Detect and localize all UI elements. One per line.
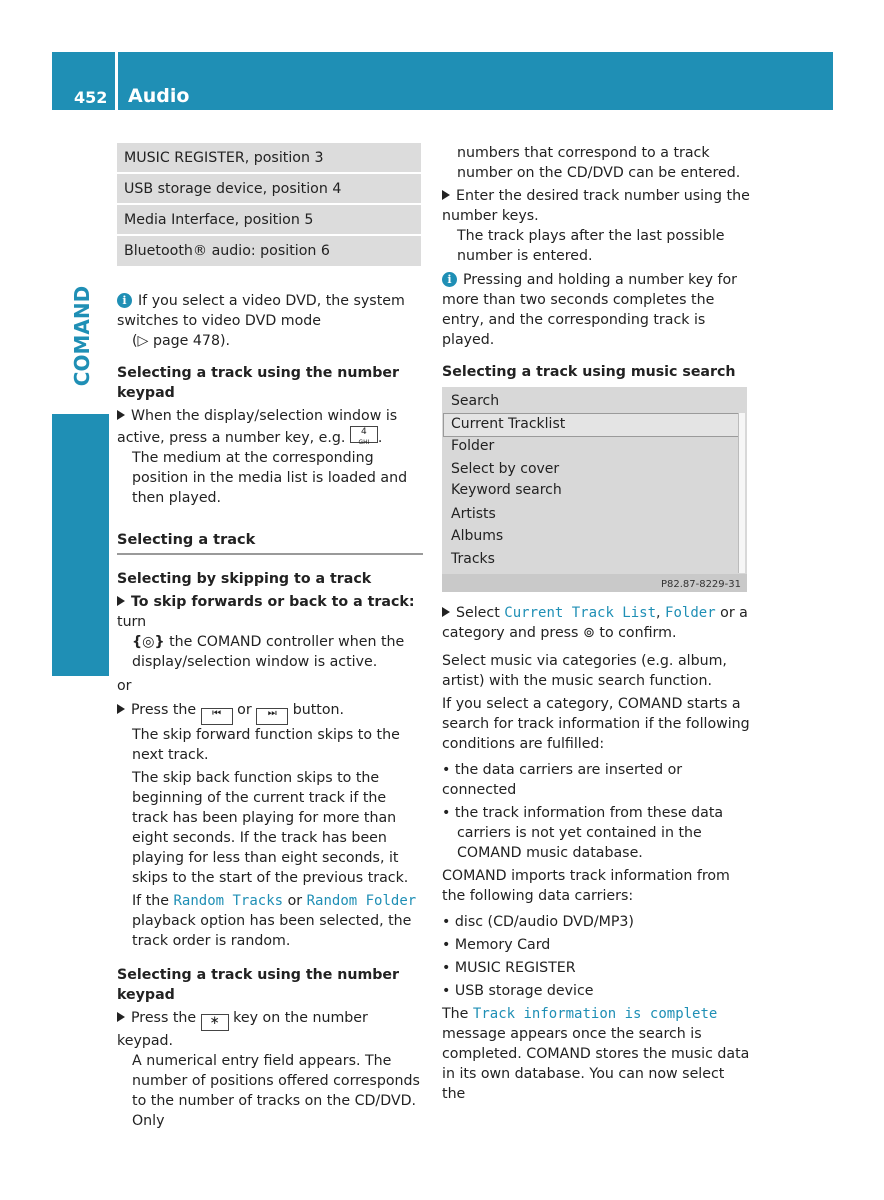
- paragraph: COMAND imports track information from the following data carriers:: [442, 868, 730, 904]
- menu-item-tracks: Tracks: [451, 551, 495, 567]
- header-divider: [115, 52, 118, 110]
- list-item: • USB storage device: [442, 983, 594, 999]
- table-row: Bluetooth® audio: position 6: [117, 236, 421, 268]
- track-info-complete-label: Track information is complete: [472, 1006, 718, 1022]
- page-title: Audio: [128, 85, 190, 107]
- list-item: • the track information from these data carriers is not yet contained in the COMAND music database.: [442, 805, 724, 861]
- step-result: The medium at the corresponding position in the media list is loaded and then played.: [132, 450, 408, 506]
- scrollbar: [738, 413, 745, 573]
- page-header: [52, 52, 833, 110]
- table-row: Media Interface, position 5: [117, 205, 421, 236]
- menu-item-artists: Artists: [451, 506, 496, 522]
- heading: Selecting a track using the number keypad: [117, 967, 400, 1003]
- skip-forward-icon: ⏭: [256, 708, 288, 725]
- heading: Selecting a track using music search: [442, 364, 736, 380]
- table-row: MUSIC REGISTER, position 3: [117, 143, 421, 174]
- continued-text: numbers that correspond to a track number on the CD/DVD can be entered.: [457, 145, 741, 181]
- step-text: When the display/selection window is active, press a number key, e.g.: [117, 408, 398, 446]
- section-heading: Selecting a track: [117, 530, 423, 555]
- current-track-list-label: Current Track List: [504, 605, 657, 621]
- random-tracks-label: Random Tracks: [173, 893, 284, 909]
- controller-turn-icon: {◎}: [132, 634, 165, 650]
- heading: Selecting a track using the number keypad: [117, 365, 400, 401]
- step-arrow-icon: [442, 190, 450, 200]
- step-text: turn: [117, 614, 147, 630]
- menu-item-albums: Albums: [451, 528, 504, 544]
- step-text: Press the: [131, 1010, 197, 1026]
- music-search-screen: [442, 387, 747, 592]
- info-icon: i: [442, 272, 457, 287]
- info-text: Pressing and holding a number key for more than two seconds completes the entry, and the corresponding track is played.: [442, 272, 737, 348]
- step-text: playback option has been selected, the track order is random.: [132, 913, 412, 949]
- paragraph-text: The: [442, 1006, 469, 1022]
- step-text: or a category and press: [442, 605, 748, 641]
- step-result: The skip forward function skips to the next track.: [132, 727, 400, 763]
- step-arrow-icon: [442, 607, 450, 617]
- page-ref: (▷ page 478).: [132, 333, 231, 349]
- right-column: [442, 143, 750, 382]
- skip-back-icon: ⏮: [201, 708, 233, 725]
- source-table: [117, 143, 421, 268]
- folder-label: Folder: [665, 605, 716, 621]
- step-text: Press the: [131, 702, 197, 718]
- random-folder-label: Random Folder: [306, 893, 417, 909]
- step-text: If the: [132, 893, 169, 909]
- step-arrow-icon: [117, 704, 125, 714]
- step-result: The skip back function skips to the beginning of the current track if the track has been playing for more than eight seconds. If the track has been playing for less than eight seconds, it skips to the start of the previous track.: [132, 770, 409, 886]
- heading: Selecting by skipping to a track: [117, 571, 372, 587]
- step-arrow-icon: [117, 410, 125, 420]
- left-column: i If you select a video DVD, the system switches to video DVD mode (▷ page 478). Selecting a track using the number keypad When the display/selection window is active, press a number key, e.g. 4 GHI . The medium at the corresponding position in the media list is loaded and then played. Selecting a track Selecting by skipping to a track To skip forwards or back to a track: turn {◎} the COMAND controller when the display/selection window is active. or Press the ⏮ or ⏭ button. The skip forward function skips to the next track. The skip back function skips to the beginning of the current track if the track has been playing for more than eight seconds. If the track has been playing for less than eight seconds, it skips to the start of the previous track. If the Random Tracks or Random Folder playback option has been selected, the track order is random. Selecting a track using the number keypad Press the ∗ key on the number keypad. A numerical entry field appears. The number of positions offered corresponds to the number of tracks on the CD/DVD. Only: [117, 291, 423, 1131]
- menu-item-current-tracklist: Current Tracklist: [451, 416, 566, 432]
- page-number: 452: [74, 88, 108, 107]
- step-bold: To skip forwards or back to a track:: [131, 594, 415, 610]
- key-4-icon: 4 GHI: [350, 426, 378, 443]
- step-result: A numerical entry field appears. The number of positions offered corresponds to the number of tracks on the CD/DVD. Only: [132, 1053, 420, 1129]
- step-text: Select: [456, 605, 500, 621]
- or-text: or: [237, 702, 252, 718]
- info-text: If you select a video DVD, the system switches to video DVD mode: [117, 293, 405, 329]
- list-item: • MUSIC REGISTER: [442, 960, 576, 976]
- controller-press-icon: ⊚: [582, 625, 595, 641]
- right-column-lower: [442, 603, 750, 1104]
- paragraph: If you select a category, COMAND starts a search for track information if the following conditions are fulfilled:: [442, 696, 750, 752]
- step-text: to confirm.: [599, 625, 677, 641]
- step-result: The track plays after the last possible number is entered.: [457, 228, 725, 264]
- list-item: • the data carriers are inserted or connected: [442, 762, 683, 798]
- list-item: • Memory Card: [442, 937, 551, 953]
- step-arrow-icon: [117, 596, 125, 606]
- table-row: USB storage device, position 4: [117, 174, 421, 205]
- sidebar-tab: [52, 285, 109, 676]
- image-code: P82.87-8229-31: [660, 579, 741, 590]
- sidebar-label: COMAND: [70, 285, 94, 387]
- step-text: or: [287, 893, 303, 909]
- paragraph-text: message appears once the search is completed. COMAND stores the music data in its own database. You can now select the: [442, 1026, 750, 1102]
- step-arrow-icon: [117, 1012, 125, 1022]
- menu-item-select-by-cover: Select by cover: [451, 461, 560, 477]
- list-item: • disc (CD/audio DVD/MP3): [442, 914, 634, 930]
- menu-item-search: Search: [451, 393, 500, 409]
- step-text: button.: [292, 702, 345, 718]
- step-text: key on the number keypad.: [117, 1010, 368, 1049]
- star-key-icon: ∗: [201, 1014, 229, 1031]
- step-text: Enter the desired track number using the number keys.: [442, 188, 750, 224]
- step-text: the COMAND controller when the display/selection window is active.: [132, 634, 405, 670]
- paragraph: Select music via categories (e.g. album, artist) with the music search function.: [442, 653, 727, 689]
- menu-item-folder: Folder: [451, 438, 495, 454]
- menu-item-keyword-search: Keyword search: [451, 482, 562, 498]
- comma: ,: [656, 605, 661, 621]
- or-text: or: [117, 678, 132, 694]
- info-icon: i: [117, 293, 132, 308]
